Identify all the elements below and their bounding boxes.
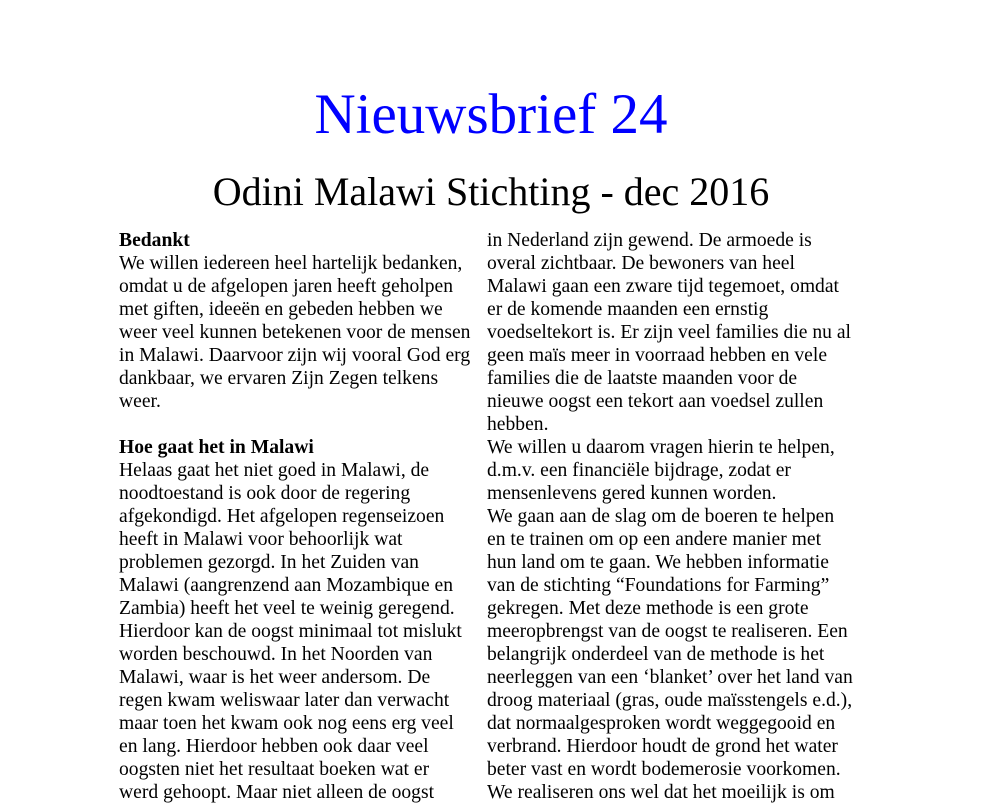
newsletter-subtitle: Odini Malawi Stichting - dec 2016 <box>212 169 770 214</box>
paragraph-line: We gaan aan de slag om de boeren te helpen <box>487 506 835 527</box>
paragraph-gap <box>119 413 489 436</box>
paragraph-line: overal zichtbaar. De bewoners van heel <box>487 253 795 274</box>
paragraph-line: heeft in Malawi voor behoorlijk wat <box>119 529 403 550</box>
paragraph-line: dat normaalgesproken wordt weggegooid en <box>487 713 836 734</box>
paragraph-line: families die de laatste maanden voor de <box>487 368 798 389</box>
paragraph-line: meeropbrengst van de oogst te realiseren. Een <box>487 621 848 642</box>
paragraph-line: mensenlevens gered kunnen worden. <box>487 483 777 504</box>
paragraph-line: Helaas gaat het niet goed in Malawi, de <box>119 460 430 481</box>
paragraph-line: en lang. Hierdoor hebben ook daar veel <box>119 736 429 757</box>
paragraph-line: maar toen het kwam ook nog eens erg veel <box>119 713 454 734</box>
section-hoe-gaat-het <box>119 436 489 804</box>
paragraph-line: Hierdoor kan de oogst minimaal tot mislukt <box>119 621 462 642</box>
column-left <box>119 229 489 804</box>
paragraph-line: afgekondigd. Het afgelopen regenseizoen <box>119 506 445 527</box>
paragraph-line: en te trainen om op een andere manier met <box>487 529 822 550</box>
paragraph-line: Malawi gaan een zware tijd tegemoet, omdat <box>487 276 839 297</box>
paragraph-line: beter vast en wordt bodemerosie voorkomen. <box>487 759 841 780</box>
paragraph-line: regen kwam weliswaar later dan verwacht <box>119 690 450 711</box>
paragraph-line: werd gehoopt. Maar niet alleen de oogst <box>119 782 435 803</box>
paragraph-line: We willen u daarom vragen hierin te helpen, <box>487 437 835 458</box>
paragraph-line: gekregen. Met deze methode is een grote <box>487 598 809 619</box>
paragraph-line: voedseltekort is. Er zijn veel families die nu al <box>487 322 852 343</box>
paragraph-line: weer veel kunnen betekenen voor de mensen <box>119 322 471 343</box>
paragraph-line: worden beschouwd. In het Noorden van <box>119 644 433 665</box>
section-bedankt <box>119 229 489 413</box>
paragraph-line: hun land om te gaan. We hebben informatie <box>487 552 829 573</box>
paragraph-line: verbrand. Hierdoor houdt de grond het water <box>487 736 838 757</box>
paragraph-line: er de komende maanden een ernstig <box>487 299 769 320</box>
paragraph-line: d.m.v. een financiële bijdrage, zodat er <box>487 460 791 481</box>
paragraph-line: belangrijk onderdeel van de methode is het <box>487 644 825 665</box>
column-right <box>487 229 872 804</box>
paragraph-line: Malawi, waar is het weer andersom. De <box>119 667 431 688</box>
paragraph-line: van de stichting “Foundations for Farming” <box>487 575 830 596</box>
paragraph-line: in Malawi. Daarvoor zijn wij vooral God erg <box>119 345 471 366</box>
paragraph-line: neerleggen van een ‘blanket’ over het land van <box>487 667 853 688</box>
paragraph-line: geen maïs meer in voorraad hebben en vele <box>487 345 828 366</box>
paragraph-line: problemen gezorgd. In het Zuiden van <box>119 552 419 573</box>
paragraph-line: omdat u de afgelopen jaren heeft geholpen <box>119 276 454 297</box>
paragraph-line: droog materiaal (gras, oude maïsstengels e.d.), <box>487 690 853 711</box>
paragraph-line: noodtoestand is ook door de regering <box>119 483 411 504</box>
paragraph-line: hebben. <box>487 414 549 435</box>
newsletter-title: Nieuwsbrief 24 <box>314 83 668 146</box>
paragraph-line: Zambia) heeft het veel te weinig geregend. <box>119 598 455 619</box>
paragraph-line: oogsten niet het resultaat boeken wat er <box>119 759 430 780</box>
paragraph-line: Malawi (aangrenzend aan Mozambique en <box>119 575 454 596</box>
paragraph-line: dankbaar, we ervaren Zijn Zegen telkens <box>119 368 439 389</box>
paragraph-line: We willen iedereen heel hartelijk bedanken, <box>119 253 463 274</box>
section-heading-hoe-gaat-het: Hoe gaat het in Malawi <box>119 437 314 458</box>
paragraph-line: nieuwe oogst een tekort aan voedsel zullen <box>487 391 824 412</box>
paragraph-line: weer. <box>119 391 161 412</box>
paragraph-line: We realiseren ons wel dat het moeilijk is om <box>487 782 835 803</box>
paragraph-line: met giften, ideeën en gebeden hebben we <box>119 299 443 320</box>
section-heading-bedankt: Bedankt <box>119 230 190 251</box>
paragraph-line: in Nederland zijn gewend. De armoede is <box>487 230 812 251</box>
